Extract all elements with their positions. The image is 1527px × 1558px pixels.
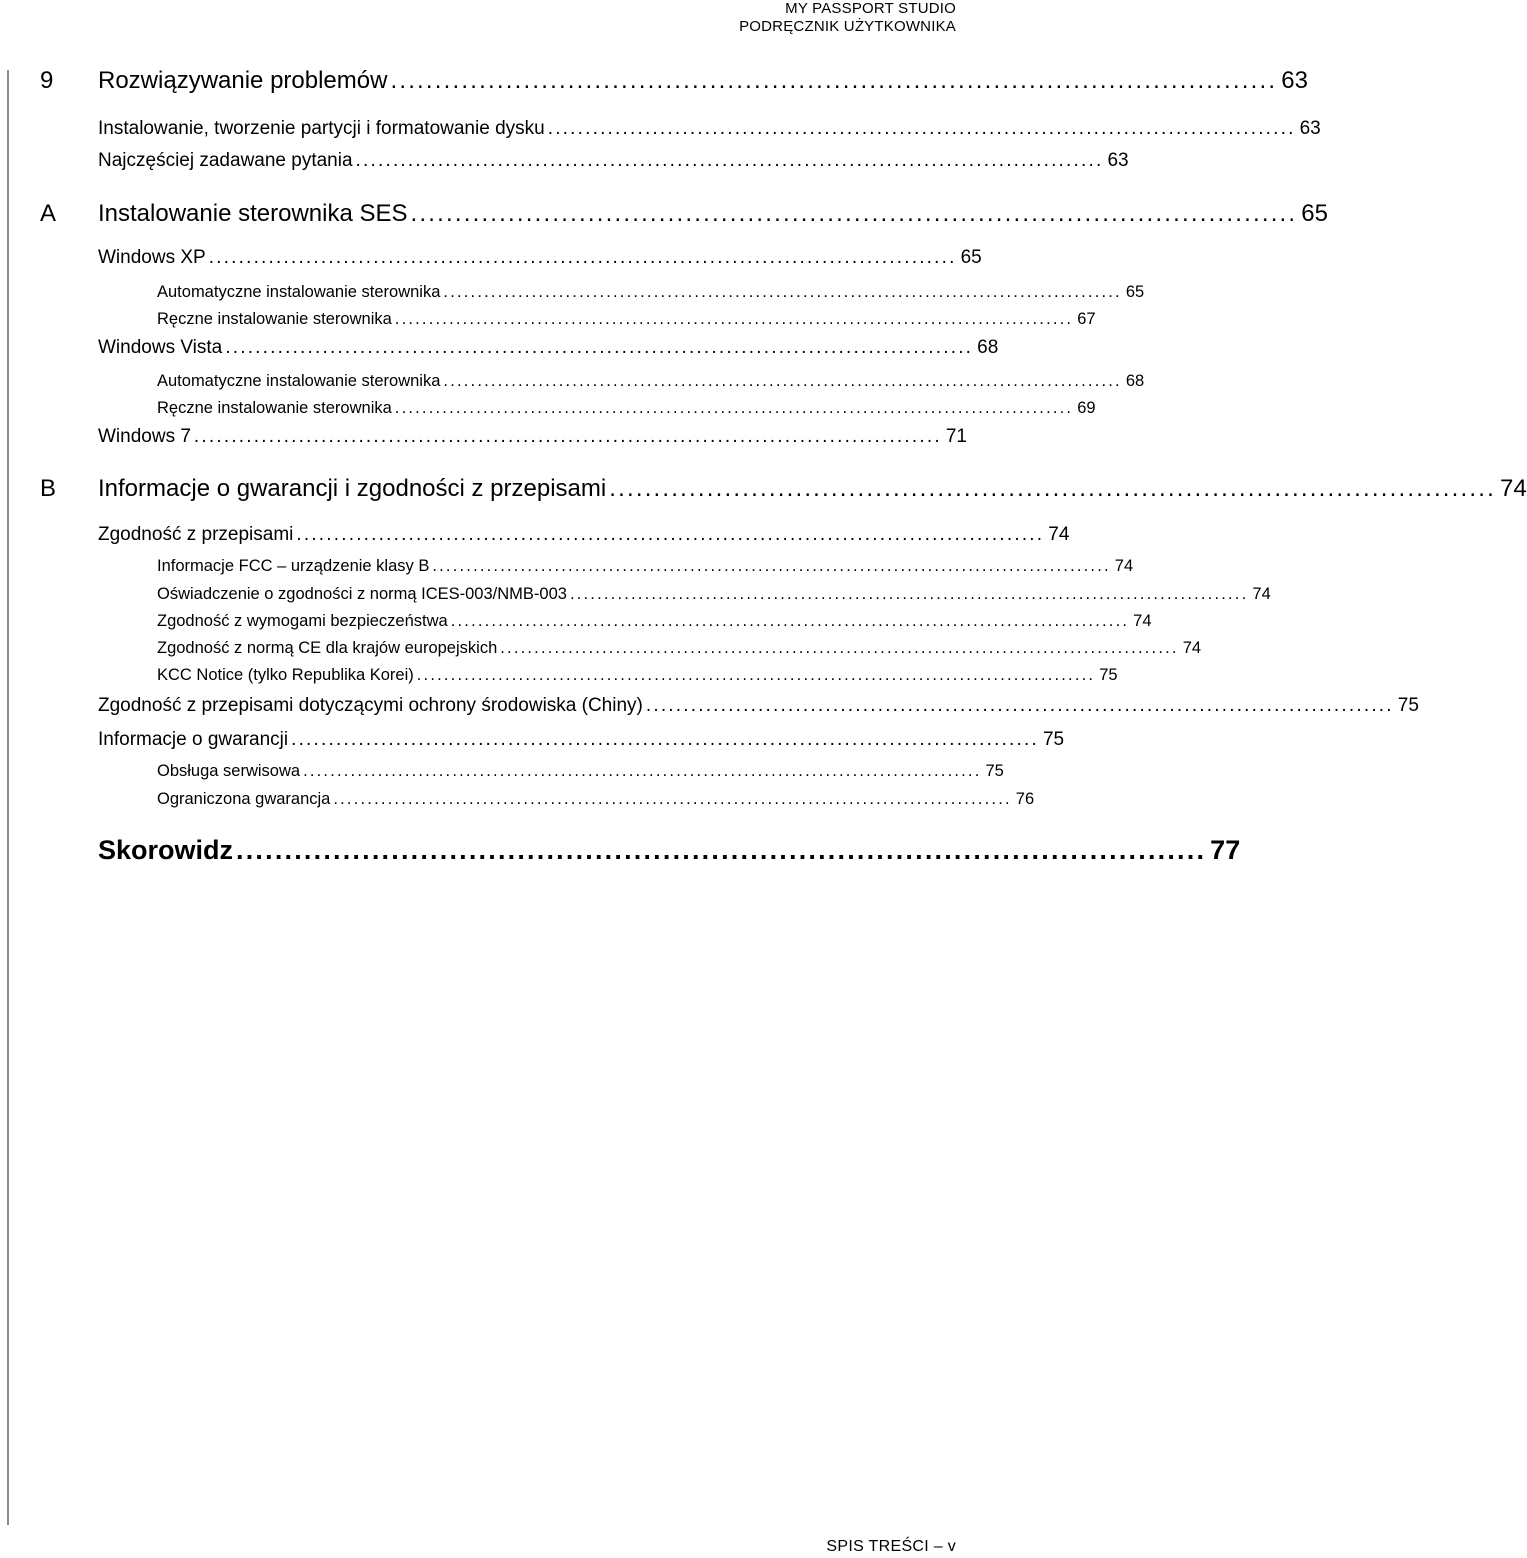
dot-leader: .................................................................................................... [443,372,1122,390]
toc-page-number: 77 [1210,835,1241,865]
toc-page-number: 69 [1077,399,1096,417]
dot-leader: .................................................................................................... [303,762,982,780]
toc-title: Ręczne instalowanie sterownika [157,310,392,328]
toc-subentry[interactable] [157,399,1096,418]
toc-title: Automatyczne instalowanie sterownika [157,283,441,301]
dot-leader: .................................................................................................... [208,247,957,268]
toc-page-number: 76 [1015,790,1035,808]
toc-entry[interactable] [98,524,1070,546]
toc-entry[interactable] [98,247,982,269]
toc-entry[interactable] [98,426,967,448]
toc-subentry[interactable] [157,557,1134,576]
toc-page-number: 68 [977,337,999,358]
dot-leader: .................................................................................................... [450,612,1130,630]
toc-page-number: 74 [1500,475,1527,502]
toc-page-number: 63 [1281,67,1308,94]
toc-title: Najczęściej zadawane pytania [98,150,353,171]
toc-page-number: 65 [1301,200,1328,227]
toc-title: Automatyczne instalowanie sterownika [157,372,441,390]
toc-subentry[interactable] [157,762,1004,781]
toc-subentry[interactable] [157,612,1152,631]
dot-leader: .................................................................................................... [569,585,1249,603]
toc-subentry[interactable] [157,283,1145,302]
toc-page-number: 67 [1077,310,1096,328]
toc-title: Informacje o gwarancji [98,729,289,750]
toc-page-number: 65 [960,247,982,268]
toc-subentry[interactable] [157,372,1145,391]
toc-title: Windows 7 [98,426,191,447]
dot-leader: .................................................................................................... [547,118,1296,139]
dot-leader: .................................................................................................... [410,200,1298,227]
dot-leader: .................................................................................................... [333,790,1012,808]
toc-page-number: 75 [1042,729,1065,750]
toc-page-number: 63 [1107,150,1129,171]
toc-title: Zgodność z przepisami [98,524,294,545]
toc-entry[interactable] [98,695,1419,717]
toc-entry[interactable] [98,118,1321,140]
dot-leader: .................................................................................................... [394,399,1074,417]
toc-title: Instalowanie sterownika SES [98,200,408,227]
toc-title: Windows XP [98,247,206,268]
toc-page-number: 75 [1099,666,1118,684]
toc-subentry[interactable] [157,790,1035,809]
header-manual: PODRĘCZNIK UŻYTKOWNIKA [739,18,956,35]
toc-title: Zgodność z normą CE dla krajów europejskich [157,639,498,657]
toc-title: Instalowanie, tworzenie partycji i formatowanie dysku [98,118,545,139]
toc-title: Oświadczenie o zgodności z normą ICES-003/NMB-003 [157,585,567,603]
toc-page-number: 74 [1048,524,1070,545]
toc-title: Ręczne instalowanie sterownika [157,399,392,417]
dot-leader: .................................................................................................... [609,475,1497,502]
dot-leader: .................................................................................................... [390,67,1278,94]
toc-page-number: 74 [1133,612,1152,630]
toc-title: Informacje o gwarancji i zgodności z przepisami [98,475,607,502]
dot-leader: .................................................................................................... [500,639,1179,657]
dot-leader: .................................................................................................... [296,524,1045,545]
toc-title: KCC Notice (tylko Republika Korei) [157,666,414,684]
dot-leader: .................................................................................................... [225,337,974,358]
toc-entry-appendix-a[interactable] [98,200,1328,228]
dot-leader: .................................................................................................... [432,557,1111,575]
dot-leader: .................................................................................................... [291,729,1039,750]
toc-page-number: 65 [1125,283,1145,301]
toc-subentry[interactable] [157,639,1202,658]
chapter-number: A [40,200,57,227]
toc-page-number: 71 [945,426,967,447]
toc-entry-index[interactable] [98,835,1241,866]
dot-leader: .................................................................................................... [394,310,1074,328]
dot-leader: .................................................................................................... [355,150,1104,171]
dot-leader: .................................................................................................... [236,835,1207,865]
toc-entry[interactable] [98,337,999,359]
toc-page-number: 75 [985,762,1004,780]
toc-title: Zgodność z wymogami bezpieczeństwa [157,612,448,630]
toc-title: Windows Vista [98,337,223,358]
toc-page-number: 63 [1299,118,1321,139]
toc-title: Informacje FCC – urządzenie klasy B [157,557,430,575]
margin-rule [7,70,9,1525]
toc-entry[interactable] [98,150,1129,172]
toc-title: Rozwiązywanie problemów [98,67,388,94]
toc-page-number: 75 [1397,695,1419,716]
toc-subentry[interactable] [157,585,1271,604]
dot-leader: .................................................................................................... [443,283,1122,301]
toc-subentry[interactable] [157,666,1118,685]
dot-leader: .................................................................................................... [645,695,1394,716]
toc-page-number: 74 [1114,557,1134,575]
toc-entry-chapter-9[interactable] [98,67,1308,95]
toc-page-number: 68 [1125,372,1145,390]
header-product: MY PASSPORT STUDIO [785,0,956,17]
toc-page-number: 74 [1252,585,1271,603]
page-footer: SPIS TREŚCI – v [826,1538,956,1555]
toc-title: Obsługa serwisowa [157,762,301,780]
dot-leader: .................................................................................................... [416,666,1096,684]
toc-page-number: 74 [1182,639,1202,657]
toc-title: Skorowidz [98,835,234,865]
toc-title: Zgodność z przepisami dotyczącymi ochrony środowiska (Chiny) [98,695,643,716]
toc-entry-appendix-b[interactable] [98,475,1527,503]
toc-subentry[interactable] [157,310,1096,329]
running-header [739,0,956,36]
dot-leader: .................................................................................................... [193,426,942,447]
chapter-number: B [40,475,57,502]
toc-entry[interactable] [98,729,1065,751]
chapter-number: 9 [40,67,54,94]
toc-title: Ograniczona gwarancja [157,790,331,808]
